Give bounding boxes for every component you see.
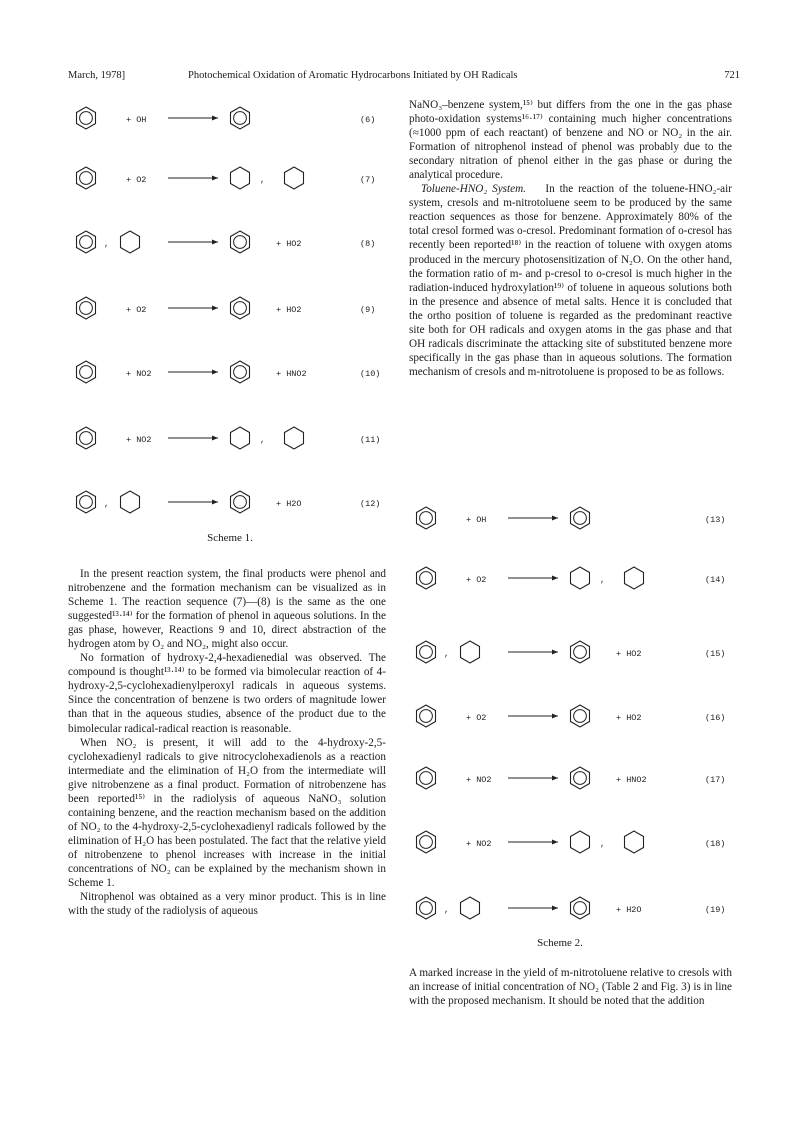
reactant-ring: [77, 231, 96, 253]
equation-number: (19): [705, 905, 726, 915]
equation-number: (6): [360, 115, 376, 125]
separator: ,: [600, 575, 606, 585]
product-ring: [571, 831, 590, 853]
paragraph: Toluene-HNO₂ System. In the reaction of the toluene-HNO₂-air system, cresols and m-nitrotoluene seem to be produced by the same reaction sequences as those for benzene. Approximately 80% of the total cresol formed was o-cresol. Predominant formation of o-cresol has recently been reported¹⁸⁾ in the reaction of toluene with oxygen atoms produced in the mercury photosensitization of N₂O. On the other hand, the formation ratio of m- and p-cresol to o-cresol is much higher in the radiation-induced hydroxylation¹⁹⁾ of toluene in aqueous solutions both in the presence and absence of metal salts. Hence it is concluded that the ortho position of toluene is regarded as the predominant reactive site both for OH radicals and oxygen atoms in the gas phase and that OH radicals discriminate the attacking site of substituted benzene more specifically in the gas phase than in aqueous solutions. The formation mechanism of cresols and m-nitrotoluene is proposed to be as follows.: [409, 183, 732, 378]
right-column-text-top: [409, 98, 732, 379]
left-column-text: [68, 567, 386, 918]
product-ring: [231, 107, 250, 129]
reactant-ring: [417, 767, 436, 789]
header-page-number: 721: [724, 70, 740, 81]
product-ring: [571, 507, 590, 529]
reactant-label: + NO2: [466, 775, 492, 785]
arrow-head: [212, 240, 218, 245]
product-ring-isomer: [625, 567, 644, 589]
arrow-head: [552, 776, 558, 781]
scheme1-drawing: [68, 100, 388, 550]
product-label: + HO2: [276, 239, 302, 249]
arrow-head: [212, 176, 218, 181]
product-label: + HNO2: [616, 775, 647, 785]
product-ring: [231, 231, 250, 253]
equation-number: (10): [360, 369, 381, 379]
arrow-head: [552, 906, 558, 911]
reactant-ring: [417, 705, 436, 727]
arrow-head: [212, 306, 218, 311]
equation-number: (17): [705, 775, 726, 785]
reactant-label: + NO2: [126, 369, 152, 379]
separator: ,: [104, 239, 110, 249]
reactant-ring: [77, 107, 96, 129]
product-ring: [571, 641, 590, 663]
product-label: + HNO2: [276, 369, 307, 379]
reactant-ring: [77, 297, 96, 319]
reactant-label: + OH: [466, 515, 487, 525]
separator: ,: [600, 839, 606, 849]
equation-number: (16): [705, 713, 726, 723]
product-label: + HO2: [616, 713, 642, 723]
separator: ,: [260, 175, 266, 185]
product-ring: [231, 167, 250, 189]
reactant-ring: [417, 897, 436, 919]
product-ring: [231, 491, 250, 513]
product-ring: [571, 767, 590, 789]
equation-number: (12): [360, 499, 381, 509]
separator: ,: [444, 905, 450, 915]
reactant-ring: [417, 567, 436, 589]
equation-number: (13): [705, 515, 726, 525]
arrow-head: [212, 500, 218, 505]
scheme-2-caption: Scheme 2.: [537, 937, 583, 949]
right-column-text-bottom: [409, 966, 732, 1008]
header-date: March, 1978]: [68, 70, 126, 81]
reactant-ring: [417, 641, 436, 663]
scheme-1-caption: Scheme 1.: [207, 532, 253, 544]
equation-number: (8): [360, 239, 376, 249]
product-ring-isomer: [285, 427, 304, 449]
reactant-ring: [77, 491, 96, 513]
reactant-ring-isomer: [461, 897, 480, 919]
paragraph: NaNO₃–benzene system,¹⁵⁾ but differs from the one in the gas phase photo-oxidation systems¹⁶·¹⁷⁾ containing much higher concentrations (≈1000 ppm of each reactant) of benzene and NO or NO₂ in the air. Formation of nitrophenol instead of phenol was probably due to the secondary nitration of phenol either in the gas phase or during the analytical procedure.: [409, 99, 732, 182]
reactant-label: + O2: [466, 575, 487, 585]
equation-number: (14): [705, 575, 726, 585]
arrow-head: [552, 714, 558, 719]
paragraph: Nitrophenol was obtained as a very minor product. This is in line with the study of the radiolysis of aqueous: [68, 891, 386, 918]
scheme2-drawing: [408, 498, 733, 948]
arrow-head: [212, 436, 218, 441]
separator: ,: [104, 499, 110, 509]
equation-number: (9): [360, 305, 376, 315]
product-label: + HO2: [616, 649, 642, 659]
arrow-head: [212, 370, 218, 375]
paragraph: In the present reaction system, the final products were phenol and nitrobenzene and the formation mechanism can be visualized as in Scheme 1. The reaction sequence (7)—(8) is the same as the one suggested¹³·¹⁴⁾ for the formation of phenol in aqueous solutions. In the gas phase, however, Reactions 9 and 10, direct abstraction of the hydrogen atom by O₂ and NO₂, might also occur.: [68, 568, 386, 651]
arrow-head: [552, 576, 558, 581]
paragraph: No formation of hydroxy-2,4-hexadienedial was observed. The compound is thought¹³·¹⁴⁾ to be formed via bimolecular reaction of 4-hydroxy-2,5-cyclohexadienylperoxyl radicals in aqueous systems. Since the concentration of benzene is two orders of magnitude lower than that in the aqueous studies, absence of the product due to the bimolecular radical-radical reaction is reasonable.: [68, 652, 386, 735]
product-ring: [231, 297, 250, 319]
equation-number: (15): [705, 649, 726, 659]
reactant-label: + OH: [126, 115, 147, 125]
reactant-ring: [77, 427, 96, 449]
running-header: [68, 70, 740, 84]
paragraph: A marked increase in the yield of m-nitrotoluene relative to cresols with an increase of initial concentration of NO₂ (Table 2 and Fig. 3) is in line with the proposed mechanism. It should be noted that the addition: [409, 967, 732, 1008]
arrow-head: [552, 840, 558, 845]
arrow-head: [552, 516, 558, 521]
reactant-ring: [417, 831, 436, 853]
separator: ,: [260, 435, 266, 445]
reactant-ring-isomer: [461, 641, 480, 663]
reactant-ring: [77, 361, 96, 383]
reactant-ring-isomer: [121, 231, 140, 253]
reactant-label: + O2: [126, 175, 147, 185]
product-label: + H2O: [276, 499, 302, 509]
equation-number: (18): [705, 839, 726, 849]
scheme-1: [68, 100, 388, 550]
product-label: + H2O: [616, 905, 642, 915]
product-label: + HO2: [276, 305, 302, 315]
separator: ,: [444, 649, 450, 659]
reactant-label: + NO2: [126, 435, 152, 445]
product-ring: [571, 705, 590, 727]
product-ring-isomer: [625, 831, 644, 853]
product-ring: [571, 567, 590, 589]
arrow-head: [552, 650, 558, 655]
header-title: Photochemical Oxidation of Aromatic Hydrocarbons Initiated by OH Radicals: [188, 70, 518, 81]
section-subheading: Toluene-HNO₂ System.: [421, 183, 526, 196]
reactant-ring-isomer: [121, 491, 140, 513]
reactant-ring: [417, 507, 436, 529]
product-ring: [231, 361, 250, 383]
product-ring: [571, 897, 590, 919]
paragraph: When NO₂ is present, it will add to the 4-hydroxy-2,5-cyclohexadienyl radicals to give nitrocyclohexadienols as a reaction intermediate and the elimination of H₂O from the intermediate will give nitrobenzene as a final product. Formation of nitrobenzene has been reported¹⁵⁾ in the radiolysis of aqueous NaNO₃ solution containing benzene, and the reaction mechanism based on the addition of NO₂ to the 4-hydroxy-2,5-cyclohexadienyl radicals followed by the elimination of H₂O has been postulated. The fact that the relative yield of nitrobenzene to phenol increases with increase in the initial concentrations of NO₂ can be explained by the mechanism shown in Scheme 1.: [68, 736, 386, 890]
scheme-2: [408, 498, 733, 938]
arrow-head: [212, 116, 218, 121]
reactant-ring: [77, 167, 96, 189]
product-ring: [231, 427, 250, 449]
equation-number: (7): [360, 175, 376, 185]
reactant-label: + O2: [126, 305, 147, 315]
reactant-label: + O2: [466, 713, 487, 723]
reactant-label: + NO2: [466, 839, 492, 849]
equation-number: (11): [360, 435, 381, 445]
product-ring-isomer: [285, 167, 304, 189]
